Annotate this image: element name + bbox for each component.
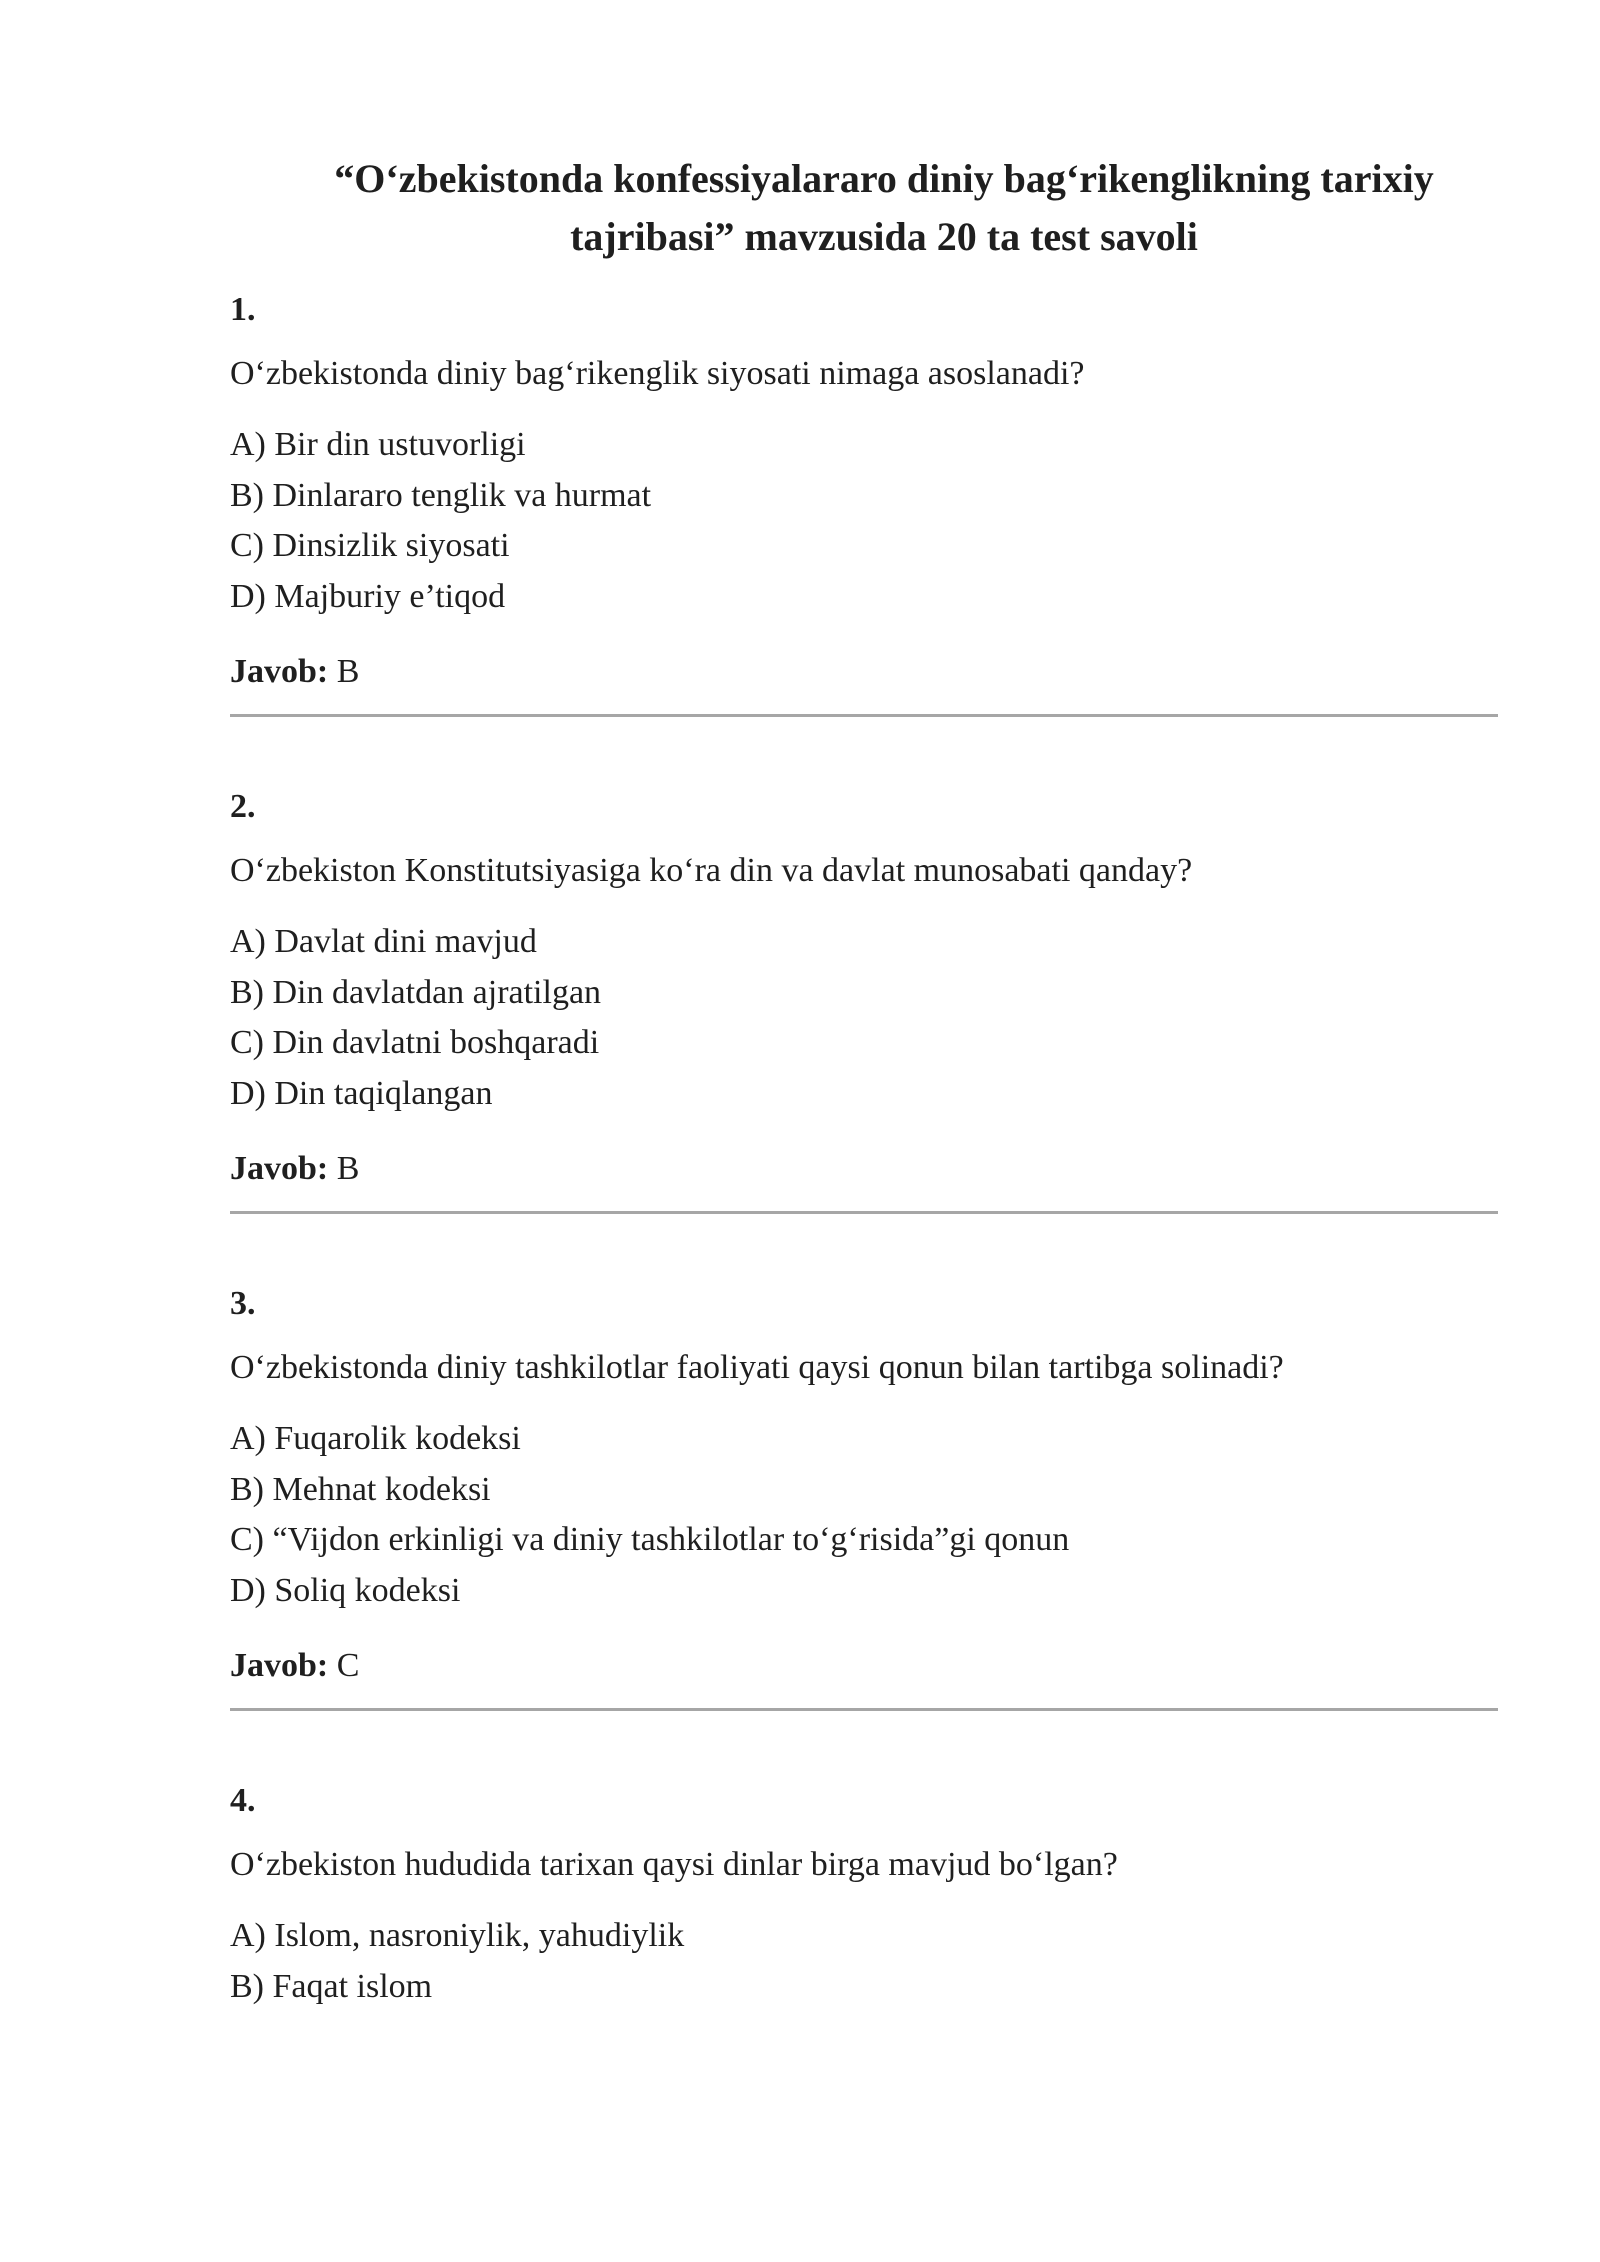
question-3 [230,1284,1498,1711]
question-number: 4. [230,1782,256,1819]
option-d: D) Majburiy e’tiqod [230,577,506,615]
option-b: B) Din davlatdan ajratilgan [230,973,602,1011]
options-list [230,1911,1498,2012]
option-c: C) “Vijdon erkinligi va diniy tashkilotlar to‘g‘risida”gi qonun [230,1521,1070,1558]
option-a: A) Davlat dini mavjud [230,923,537,960]
option-b: B) Dinlararo tenglik va hurmat [230,476,652,514]
option-a: A) Islom, nasroniylik, yahudiylik [230,1917,685,1954]
option-b: B) Faqat islom [230,1967,433,2005]
question-text: O‘zbekistonda diniy tashkilotlar faoliyati qaysi qonun bilan tartibga solinadi? [230,1349,1284,1386]
question-number: 2. [230,788,256,825]
question-text: O‘zbekistonda diniy bag‘rikenglik siyosati nimaga asoslanadi? [230,355,1085,392]
option-d: D) Din taqiqlangan [230,1074,493,1112]
option-a: A) Bir din ustuvorligi [230,426,526,463]
divider [230,1211,1498,1214]
options-list [230,1414,1498,1616]
document-title: “O‘zbekistonda konfessiyalararo diniy bag‘rikenglikning tarixiy tajribasi” mavzusida 20 ta test savoli [334,156,1434,259]
answer-line [230,1644,1498,1688]
answer-value: C [336,1647,360,1684]
answer-value: B [336,653,360,690]
answer-value: B [336,1150,360,1187]
question-number: 1. [230,291,256,328]
option-b: B) Mehnat kodeksi [230,1470,491,1508]
options-list [230,917,1498,1119]
answer-label: Javob: [230,653,329,690]
question-number: 3. [230,1285,256,1322]
document-page [230,150,1498,2040]
divider [230,714,1498,717]
question-2 [230,787,1498,1214]
answer-label: Javob: [230,1150,329,1187]
answer-line [230,1147,1498,1191]
option-d: D) Soliq kodeksi [230,1571,461,1609]
question-4 [230,1781,1498,2012]
divider [230,1708,1498,1711]
answer-label: Javob: [230,1647,329,1684]
question-text: O‘zbekiston Konstitutsiyasiga ko‘ra din va davlat munosabati qanday? [230,852,1193,889]
question-text: O‘zbekiston hududida tarixan qaysi dinlar birga mavjud bo‘lgan? [230,1846,1118,1883]
option-c: C) Dinsizlik siyosati [230,527,510,564]
option-c: C) Din davlatni boshqaradi [230,1024,600,1061]
options-list [230,420,1498,622]
option-a: A) Fuqarolik kodeksi [230,1420,521,1457]
question-1 [230,290,1498,717]
answer-line [230,650,1498,694]
